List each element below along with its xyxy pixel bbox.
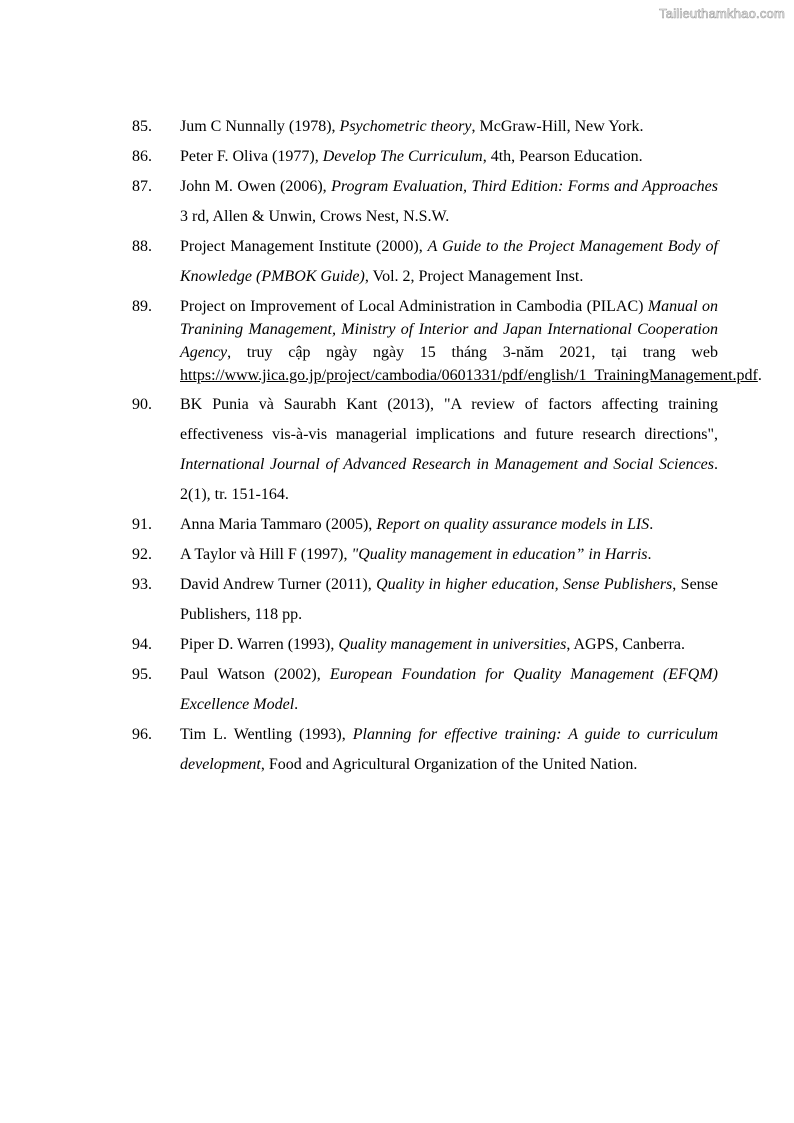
- reference-authors: Anna Maria Tammaro (2005),: [180, 516, 377, 533]
- reference-details: , Vol. 2, Project Management Inst.: [364, 268, 584, 285]
- reference-authors: Jum C Nunnally (1978),: [180, 118, 340, 135]
- reference-item-88: [132, 232, 718, 292]
- reference-authors: John M. Owen (2006),: [180, 178, 332, 195]
- reference-link[interactable]: https://www.jica.go.jp/project/cambodia/0601331/pdf/english/1_TrainingManagement.pdf: [180, 367, 758, 384]
- reference-number: 87.: [132, 178, 152, 195]
- reference-details: , 4th, Pearson Education.: [482, 148, 643, 165]
- reference-title: Quality management in universities: [338, 636, 567, 653]
- reference-title: Manual on Tranining Management, Ministry of Interior and Japan International Cooperation Agency: [180, 298, 719, 361]
- watermark-text: Tailieuthamkhao.com: [659, 6, 785, 21]
- reference-details: , AGPS, Canberra.: [566, 636, 685, 653]
- reference-number: 94.: [132, 636, 152, 653]
- reference-title: International Journal of Advanced Research in Management and Social Sciences: [180, 456, 714, 473]
- reference-item-86: [132, 142, 718, 172]
- reference-item-91: [132, 510, 718, 540]
- reference-item-95: [132, 660, 718, 720]
- reference-title: A Guide to the Project Management Body of Knowledge (PMBOK Guide): [180, 238, 718, 285]
- reference-item-92: [132, 540, 718, 570]
- reference-number: 89.: [132, 298, 152, 315]
- reference-authors: Paul Watson (2002),: [180, 666, 330, 683]
- reference-details: , truy cập ngày ngày 15 tháng 3-năm 2021, tại trang web: [227, 344, 718, 361]
- reference-item-93: [132, 570, 718, 630]
- reference-number: 96.: [132, 726, 152, 743]
- reference-authors: Tim L. Wentling (1993),: [180, 726, 353, 743]
- reference-item-90: [132, 390, 718, 510]
- reference-details: , McGraw-Hill, New York.: [471, 118, 644, 135]
- reference-number: 93.: [132, 576, 152, 593]
- reference-authors: David Andrew Turner (2011),: [180, 576, 377, 593]
- reference-number: 90.: [132, 396, 152, 413]
- reference-authors: BK Punia và Saurabh Kant (2013), "A review of factors affecting training effectiveness vis-à-vis managerial implications and future research directions",: [180, 396, 718, 443]
- reference-title: Planning for effective training: A guide to curriculum development: [180, 726, 718, 773]
- reference-title: European Foundation for Quality Management (EFQM) Excellence Model: [180, 666, 719, 713]
- reference-number: 95.: [132, 666, 152, 683]
- reference-authors: Piper D. Warren (1993),: [180, 636, 339, 653]
- reference-item-96: [132, 720, 718, 780]
- reference-title: Develop The Curriculum: [322, 148, 483, 165]
- reference-item-94: [132, 630, 718, 660]
- reference-number: 85.: [132, 118, 152, 135]
- reference-details: 3 rd, Allen & Unwin, Crows Nest, N.S.W.: [180, 208, 450, 225]
- reference-list: [132, 112, 762, 780]
- reference-details: , Sense Publishers, 118 pp.: [180, 576, 718, 623]
- reference-details: .: [647, 546, 652, 563]
- reference-authors: Project on Improvement of Local Administration in Cambodia (PILAC): [180, 298, 648, 315]
- reference-tail: .: [757, 367, 762, 384]
- reference-title: Report on quality assurance models in LIS: [376, 516, 650, 533]
- reference-authors: A Taylor và Hill F (1997),: [180, 546, 352, 563]
- reference-number: 88.: [132, 238, 152, 255]
- reference-details: .: [649, 516, 654, 533]
- reference-item-89: [132, 295, 762, 387]
- reference-title: "Quality management in education” in Harris: [351, 546, 648, 563]
- reference-title: Quality in higher education, Sense Publishers: [376, 576, 673, 593]
- reference-authors: Peter F. Oliva (1977),: [180, 148, 323, 165]
- reference-number: 91.: [132, 516, 152, 533]
- reference-details: .: [294, 696, 299, 713]
- reference-details: , Food and Agricultural Organization of the United Nation.: [260, 756, 638, 773]
- reference-number: 86.: [132, 148, 152, 165]
- reference-title: Psychometric theory: [339, 118, 472, 135]
- reference-title: Program Evaluation, Third Edition: Forms and Approaches: [331, 178, 718, 195]
- reference-item-85: [132, 112, 718, 142]
- reference-details: . 2(1), tr. 151-164.: [180, 456, 718, 503]
- reference-item-87: [132, 172, 718, 232]
- reference-authors: Project Management Institute (2000),: [180, 238, 428, 255]
- reference-number: 92.: [132, 546, 152, 563]
